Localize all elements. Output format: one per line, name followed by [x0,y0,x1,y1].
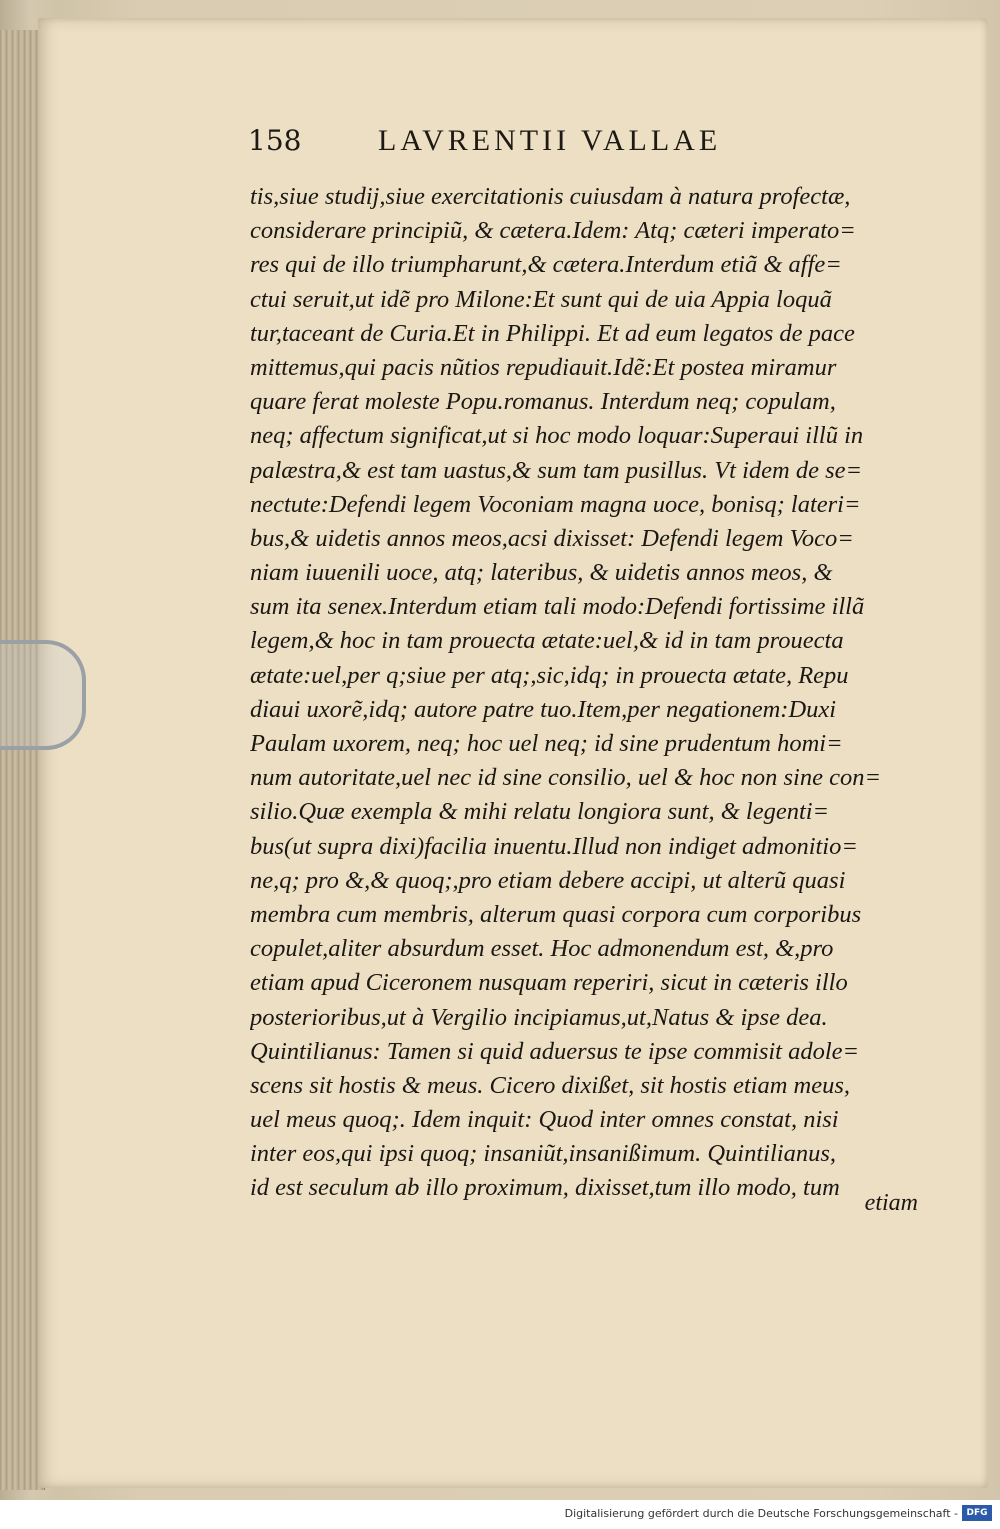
text-line: uel meus quoq;. Idem inquit: Quod inter omnes constat, nisi [250,1106,839,1134]
text-line: copulet,aliter absurdum esset. Hoc admonendum est, &,pro [250,935,834,963]
text-line: bus,& uidetis annos meos,acsi dixisset: Defendi legem Voco= [250,524,854,552]
text-line: ctui seruit,ut idẽ pro Milone:Et sunt qui de uia Appia loquã [250,285,832,313]
text-line: scens sit hostis & meus. Cicero dixißet, sit hostis etiam meus, [250,1071,850,1099]
text-line: ne,q; pro &,& quoq;,pro etiam debere accipi, ut alterũ quasi [250,866,846,894]
dfg-logo-icon: DFG [962,1505,992,1521]
text-line: Quintilianus: Tamen si quid aduersus te ipse commisit adole= [250,1037,860,1065]
text-line: posterioribus,ut à Vergilio incipiamus,ut,Natus & ipse dea. [250,1003,828,1031]
catchword: etiam [864,1190,918,1216]
text-line: silio.Quæ exempla & mihi relatu longiora sunt, & legenti= [250,798,830,826]
text-line: considerare principiũ, & cætera.Idem: Atq; cæteri imperato= [250,217,856,245]
text-line: diaui uxorẽ,idq; autore patre tuo.Item,per negationem:Duxi [250,695,837,723]
text-line: etiam apud Ciceronem nusquam reperiri, sicut in cæteris illo [250,969,848,997]
paper-clip [0,640,86,750]
page-number: 158 [248,124,302,157]
text-line: bus(ut supra dixi)facilia inuentu.Illud non indiget admonitio= [250,832,858,860]
footer-credit: Digitalisierung gefördert durch die Deutsche Forschungsgemeinschaft - [564,1507,958,1520]
text-line: res qui de illo triumpharunt,& cætera.Interdum etiã & affe= [250,251,842,279]
running-head-title: LAVRENTII VALLAE [378,124,722,157]
text-line: legem,& hoc in tam prouecta ætate:uel,& id in tam prouecta [250,627,844,655]
text-line: mittemus,qui pacis nũtios repudiauit.Idẽ:Et postea miramur [250,353,837,381]
text-line: inter eos,qui ipsi quoq; insaniũt,insanißimum. Quintilianus, [250,1140,836,1168]
text-line: id est seculum ab illo proximum, dixisset,tum illo modo, tum [250,1174,840,1202]
text-line: tur,taceant de Curia.Et in Philippi. Et ad eum legatos de pace [250,319,855,347]
text-line: neq; affectum significat,ut si hoc modo loquar:Superaui illũ in [250,422,864,450]
text-block [250,180,915,1206]
text-line: tis,siue studij,siue exercitationis cuiusdam à natura profectæ, [250,183,851,210]
text-line: membra cum membris, alterum quasi corpora cum corporibus [250,900,862,928]
text-line: num autoritate,uel nec id sine consilio, uel & hoc non sine con= [250,764,881,792]
running-head [248,124,948,172]
text-line: quare ferat moleste Popu.romanus. Interdum neq; copulam, [250,388,836,416]
text-line: Paulam uxorem, neq; hoc uel neq; id sine prudentum homi= [250,730,843,757]
text-line: niam iuuenili uoce, atq; lateribus, & uidetis annos meos, & [250,559,833,587]
text-line: palæstra,& est tam uastus,& sum tam pusillus. Vt idem de se= [250,456,863,484]
text-line: nectute:Defendi legem Voconiam magna uoce, bonisq; lateri= [250,490,861,518]
text-line: ætate:uel,per q;siue per atq;,sic,idq; in prouecta ætate, Repu [250,661,849,689]
text-line: sum ita senex.Interdum etiam tali modo:Defendi fortissime illã [250,593,865,621]
